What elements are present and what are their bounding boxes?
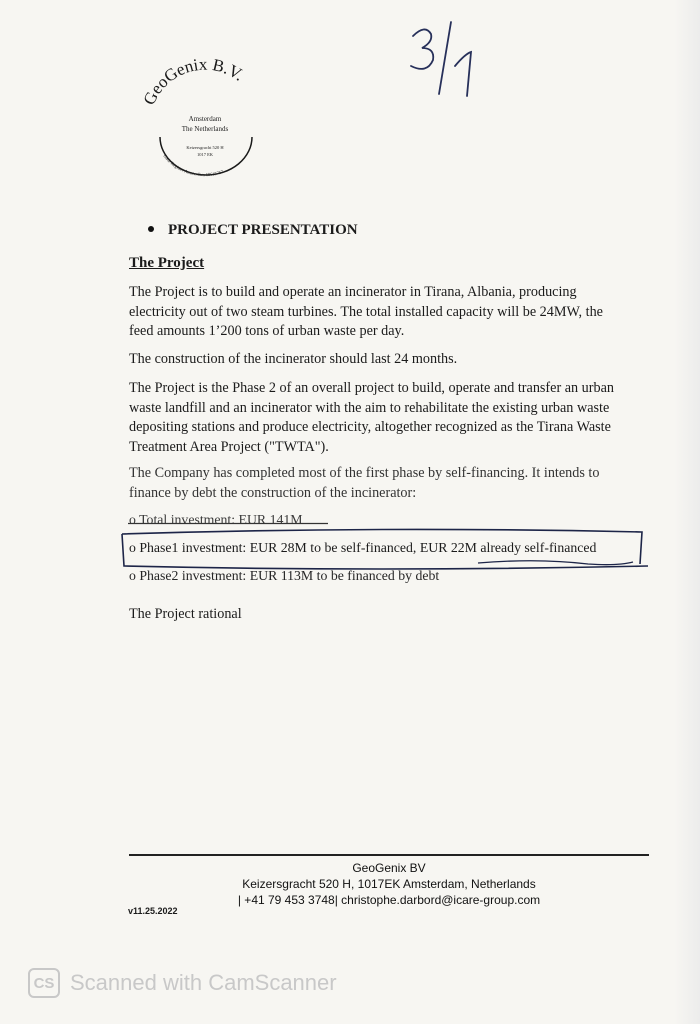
- paragraph-phase: The Project is the Phase 2 of an overall project to build, operate and transfer an urban waste landfill and an incinerator with the aim to rehabilitate the existing urban waste depositing stations and produce electricity, altogether recognized as the Tirana Waste Treatment Area Project ("TWTA").: [129, 380, 614, 455]
- investment-phase1: o Phase1 investment: EUR 28M to be self-financed, EUR 22M already self-financed: [129, 540, 597, 555]
- bullet-icon: [148, 226, 154, 232]
- paragraph-overview: The Project is to build and operate an incinerator in Tirana, Albania, producing electricity out of two steam turbines. The total installed capacity will be 24MW, the feed amounts 1’200 tons of urban waste per day.: [129, 284, 603, 339]
- svg-text:1017 EK: 1017 EK: [196, 152, 214, 157]
- investment-phase2: o Phase2 investment: EUR 113M to be financed by debt: [129, 568, 440, 583]
- handdrawn-highlight-box: [118, 528, 648, 572]
- investment-total: o Total investment: EUR 141M: [129, 512, 303, 527]
- handwritten-page-number: [405, 18, 480, 98]
- camscanner-logo-icon: CS: [28, 968, 60, 998]
- company-stamp: [140, 55, 270, 195]
- svg-text:Amsterdam: Amsterdam: [188, 115, 222, 123]
- watermark-text: Scanned with CamScanner: [70, 970, 337, 995]
- project-title: The Project: [129, 255, 205, 271]
- footer-address: Keizersgracht 520 H, 1017EK Amsterdam, Netherlands: [242, 877, 536, 891]
- footer-divider: [129, 854, 649, 856]
- svg-text:The Netherlands: The Netherlands: [181, 125, 229, 133]
- svg-text:GeoGenix B.V.: GeoGenix B.V.: [140, 55, 248, 108]
- version-label: v11.25.2022: [128, 906, 178, 916]
- section-heading-text: PROJECT PRESENTATION: [168, 222, 358, 238]
- camscanner-watermark: [28, 968, 337, 998]
- footer-company: GeoGenix BV: [352, 861, 426, 875]
- svg-text:Trade Register Amsterdam 68615: Trade Register Amsterdam 68615757: [162, 152, 224, 178]
- footer-contact: | +41 79 453 3748| christophe.darbord@icare-group.com: [237, 893, 541, 907]
- svg-text:Keizersgracht 520 H: Keizersgracht 520 H: [186, 145, 224, 150]
- paragraph-construction: The construction of the incinerator should last 24 months.: [129, 351, 458, 367]
- paragraph-financing: The Company has completed most of the first phase by self-financing. It intends to finance by debt the construction of the incinerator:: [129, 465, 600, 501]
- section-heading: [148, 222, 358, 239]
- footer: [129, 860, 649, 908]
- project-rational-heading: The Project rational: [129, 606, 242, 622]
- page-edge-shadow: [674, 0, 700, 1024]
- strike-through-mark: [128, 522, 328, 525]
